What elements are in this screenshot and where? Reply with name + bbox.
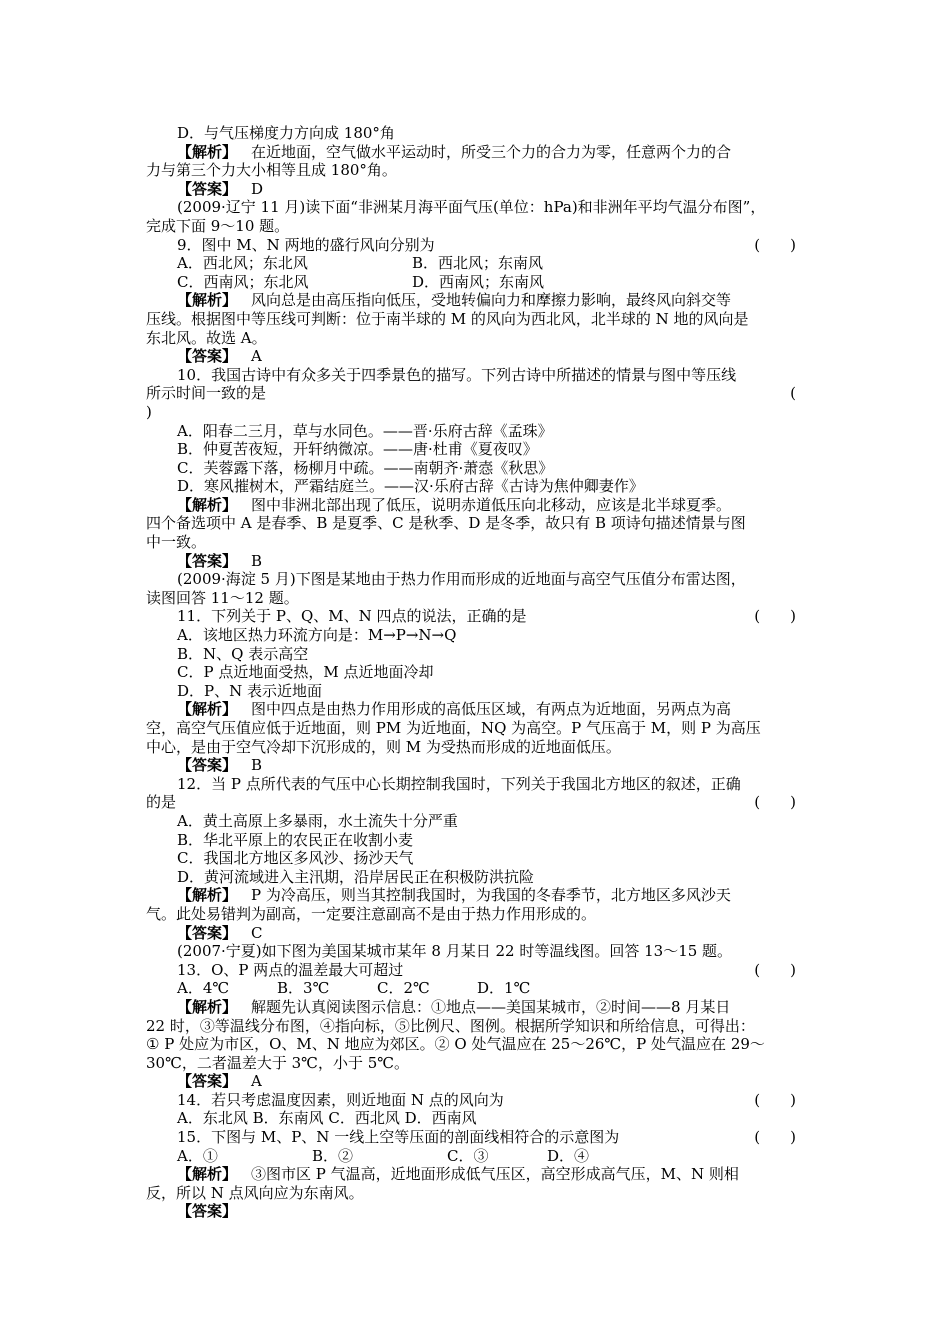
- line-text: 力与第三个力大小相等且成 180°角。: [146, 161, 397, 180]
- text-line: [146, 291, 806, 310]
- line-text: D．黄河流域进入主汛期，沿岸居民正在积极防洪抗险: [177, 867, 535, 886]
- text-line: [146, 570, 806, 589]
- answer-option: B．②: [312, 1146, 354, 1165]
- line-text: B．华北平原上的农民正在收割小麦: [177, 830, 414, 849]
- section-tag: 【答案】: [177, 551, 238, 570]
- line-text: B．仲夏苦夜短，开轩纳微凉。——唐·杜甫《夏夜叹》: [177, 440, 538, 459]
- text-line: [146, 607, 806, 626]
- text-line: [146, 886, 806, 905]
- answer-option: B．西北风；东南风: [412, 254, 544, 273]
- text-line: [146, 198, 806, 217]
- line-text: 东北风。故选 A。: [146, 328, 267, 347]
- section-tag: 【答案】: [177, 1202, 238, 1221]
- text-line: [146, 1054, 806, 1073]
- line-text: 中一致。: [146, 533, 207, 552]
- text-line: [146, 366, 806, 385]
- section-tag: 【解析】: [177, 495, 238, 514]
- text-line: [146, 236, 806, 255]
- text-line: [146, 1109, 806, 1128]
- line-text: C．P 点近地面受热，M 点近地面冷却: [177, 663, 434, 682]
- line-text: 的是: [146, 793, 177, 812]
- line-text: 30℃，二者温差大于 3℃，小于 5℃。: [146, 1053, 410, 1072]
- text-line: [146, 440, 806, 459]
- text-line: [146, 422, 806, 441]
- answer-option: C．西南风；东北风: [177, 272, 309, 291]
- line-text: (2009·海淀 5 月)下图是某地由于热力作用而形成的近地面与高空气压值分布雷达图，: [177, 570, 746, 589]
- line-text: 压线。根据图中等压线可判断：位于南半球的 M 的风向为西北风，北半球的 N 地的风向是: [146, 309, 749, 328]
- text-line: [146, 756, 806, 775]
- section-tag: 【答案】: [177, 179, 238, 198]
- text-line: [146, 217, 806, 236]
- text-line: [146, 273, 806, 292]
- text-line: [146, 1128, 806, 1147]
- text-line: [146, 979, 806, 998]
- line-text: 14．若只考虑温度因素，则近地面 N 点的风向为: [177, 1090, 504, 1109]
- line-text: 读图回答 11～12 题。: [146, 588, 299, 607]
- text-line: [146, 180, 806, 199]
- line-text: 在近地面，空气做水平运动时，所受三个力的合力为零，任意两个力的合: [251, 142, 732, 161]
- line-text: D．寒风摧树木，严霜结庭兰。——汉·乐府古辞《古诗为焦仲卿妻作》: [177, 477, 644, 496]
- answer-bracket: ( ): [754, 1128, 796, 1147]
- text-line: [146, 831, 806, 850]
- line-text: A．东北风 B．东南风 C．西北风 D．西南风: [177, 1109, 477, 1128]
- text-line: [146, 1165, 806, 1184]
- section-tag: 【答案】: [177, 1072, 238, 1091]
- line-text: (2009·辽宁 11 月)读下面“非洲某月海平面气压(单位：hPa)和非洲年平均气温分布图”，: [177, 198, 766, 217]
- text-line: [146, 1184, 806, 1203]
- answer-bracket: ( ): [754, 960, 796, 979]
- answer-bracket: ( ): [754, 607, 796, 626]
- line-text: C．芙蓉露下落，杨柳月中疏。——南朝齐·萧悫《秋思》: [177, 458, 554, 477]
- answer-option: A．4℃: [177, 979, 230, 998]
- line-text: A．阳春二三月，草与水同色。——晋·乐府古辞《孟珠》: [177, 421, 553, 440]
- line-text: D．P、N 表示近地面: [177, 681, 323, 700]
- section-tag: 【解析】: [177, 997, 238, 1016]
- answer-option: A．西北风；东北风: [177, 254, 308, 273]
- text-line: [146, 496, 806, 515]
- text-line: [146, 924, 806, 943]
- text-line: [146, 738, 806, 757]
- line-text: 气。此处易错判为副高，一定要注意副高不是由于热力作用形成的。: [146, 904, 597, 923]
- answer-bracket: ( ): [754, 1090, 796, 1109]
- text-line: [146, 1072, 806, 1091]
- text-line: [146, 682, 806, 701]
- text-line: [146, 645, 806, 664]
- line-text: 所示时间一致的是: [146, 384, 267, 403]
- answer-bracket: (: [790, 384, 796, 403]
- line-text: 13．O、P 两点的温差最大可超过: [177, 960, 404, 979]
- answer-option: C．③: [447, 1146, 489, 1165]
- text-line: [146, 477, 806, 496]
- text-line: [146, 514, 806, 533]
- line-text: A: [251, 347, 262, 366]
- line-text: C．我国北方地区多风沙、扬沙天气: [177, 849, 414, 868]
- line-text: 风向总是由高压指向低压，受地转偏向力和摩擦力影响，最终风向斜交等: [251, 291, 732, 310]
- line-text: 22 时，③等温线分布图，④指向标，⑤比例尺、图例。根据所学知识和所给信息，可得出：: [146, 1016, 755, 1035]
- answer-option: C．2℃: [377, 979, 430, 998]
- line-text: 12．当 P 点所代表的气压中心长期控制我国时，下列关于我国北方地区的叙述，正确: [177, 774, 741, 793]
- line-text: C: [251, 923, 263, 942]
- line-text: B．N、Q 表示高空: [177, 644, 309, 663]
- line-text: A．黄土高原上多暴雨，水土流失十分严重: [177, 811, 458, 830]
- line-text: 中心，是由于空气冷却下沉形成的，则 M 为受热而形成的近地面低压。: [146, 737, 621, 756]
- line-text: 10．我国古诗中有众多关于四季景色的描写。下列古诗中所描述的情景与图中等压线: [177, 365, 737, 384]
- answer-option: D．④: [547, 1146, 590, 1165]
- text-line: [146, 868, 806, 887]
- line-text: 解题先认真阅读图示信息：①地点——美国某城市，②时间——8 月某日: [251, 997, 731, 1016]
- text-line: [146, 812, 806, 831]
- line-text: P 为冷高压，则当其控制我国时，为我国的冬春季节，北方地区多风沙天: [251, 886, 731, 905]
- line-text: 9．图中 M、N 两地的盛行风向分别为: [177, 235, 435, 254]
- text-line: [146, 124, 806, 143]
- line-text: B: [251, 551, 263, 570]
- section-tag: 【解析】: [177, 291, 238, 310]
- section-tag: 【解析】: [177, 1165, 238, 1184]
- section-tag: 【答案】: [177, 347, 238, 366]
- line-text: 反，所以 N 点风向应为东南风。: [146, 1183, 364, 1202]
- text-line: [146, 459, 806, 478]
- line-text: 图中四点是由热力作用形成的高低压区域，有两点为近地面，另两点为高: [251, 700, 732, 719]
- text-line: [146, 719, 806, 738]
- line-text: D: [251, 179, 264, 198]
- line-text: 15．下图与 M、P、N 一线上空等压面的剖面线相符合的示意图为: [177, 1128, 620, 1147]
- text-line: [146, 589, 806, 608]
- line-text: 空，高空气压值应低于近地面，则 PM 为近地面，NQ 为高空。P 气压高于 M，则 P 为高压: [146, 719, 761, 737]
- text-line: [146, 384, 806, 403]
- section-tag: 【解析】: [177, 142, 238, 161]
- text-line: [146, 849, 806, 868]
- line-text: 四个备选项中 A 是春季、B 是夏季、C 是秋季、D 是冬季，故只有 B 项诗句描述情景与图: [146, 514, 746, 533]
- text-line: [146, 329, 806, 348]
- line-text: ① P 处应为市区，O、M、N 地应为郊区。② O 处气温应在 25～26℃，P 处气温应在 29～: [146, 1035, 765, 1054]
- text-line: [146, 942, 806, 961]
- text-line: [146, 552, 806, 571]
- line-text: 11．下列关于 P、Q、M、N 四点的说法，正确的是: [177, 607, 527, 626]
- answer-option: D．1℃: [477, 979, 531, 998]
- line-text: D．与气压梯度力方向成 180°角: [177, 124, 395, 142]
- section-tag: 【解析】: [177, 700, 238, 719]
- text-line: [146, 1091, 806, 1110]
- line-text: (2007·宁夏)如下图为美国某城市某年 8 月某日 22 时等温线图。回答 13～15 题。: [177, 942, 733, 961]
- section-tag: 【解析】: [177, 886, 238, 905]
- text-line: [146, 775, 806, 794]
- text-line: [146, 1035, 806, 1054]
- line-text: ③图市区 P 气温高，近地面形成低气压区，高空形成高气压，M、N 则相: [251, 1165, 739, 1184]
- text-line: [146, 1147, 806, 1166]
- answer-option: B．3℃: [277, 979, 330, 998]
- text-line: [146, 700, 806, 719]
- line-text: 图中非洲北部出现了低压，说明赤道低压向北移动，应该是北半球夏季。: [251, 495, 732, 514]
- text-line: [146, 254, 806, 273]
- section-tag: 【答案】: [177, 756, 238, 775]
- text-line: [146, 626, 806, 645]
- text-line: [146, 143, 806, 162]
- text-line: [146, 663, 806, 682]
- line-text: 完成下面 9～10 题。: [146, 216, 290, 235]
- document-body: [146, 124, 806, 1221]
- section-tag: 【答案】: [177, 923, 238, 942]
- text-line: [146, 998, 806, 1017]
- text-line: [146, 961, 806, 980]
- line-text: A: [251, 1072, 262, 1091]
- answer-bracket: ( ): [754, 235, 796, 254]
- text-line: [146, 310, 806, 329]
- text-line: [146, 403, 806, 422]
- text-line: [146, 347, 806, 366]
- line-text: B: [251, 756, 263, 775]
- text-line: [146, 533, 806, 552]
- answer-bracket: ( ): [754, 793, 796, 812]
- answer-option: A．①: [177, 1146, 218, 1165]
- answer-option: D．西南风；东南风: [412, 272, 545, 291]
- text-line: [146, 1202, 806, 1221]
- text-line: [146, 905, 806, 924]
- text-line: [146, 1017, 806, 1036]
- text-line: [146, 161, 806, 180]
- line-text: A．该地区热力环流方向是：M→P→N→Q: [177, 626, 457, 645]
- text-line: [146, 793, 806, 812]
- line-text: ): [146, 402, 152, 421]
